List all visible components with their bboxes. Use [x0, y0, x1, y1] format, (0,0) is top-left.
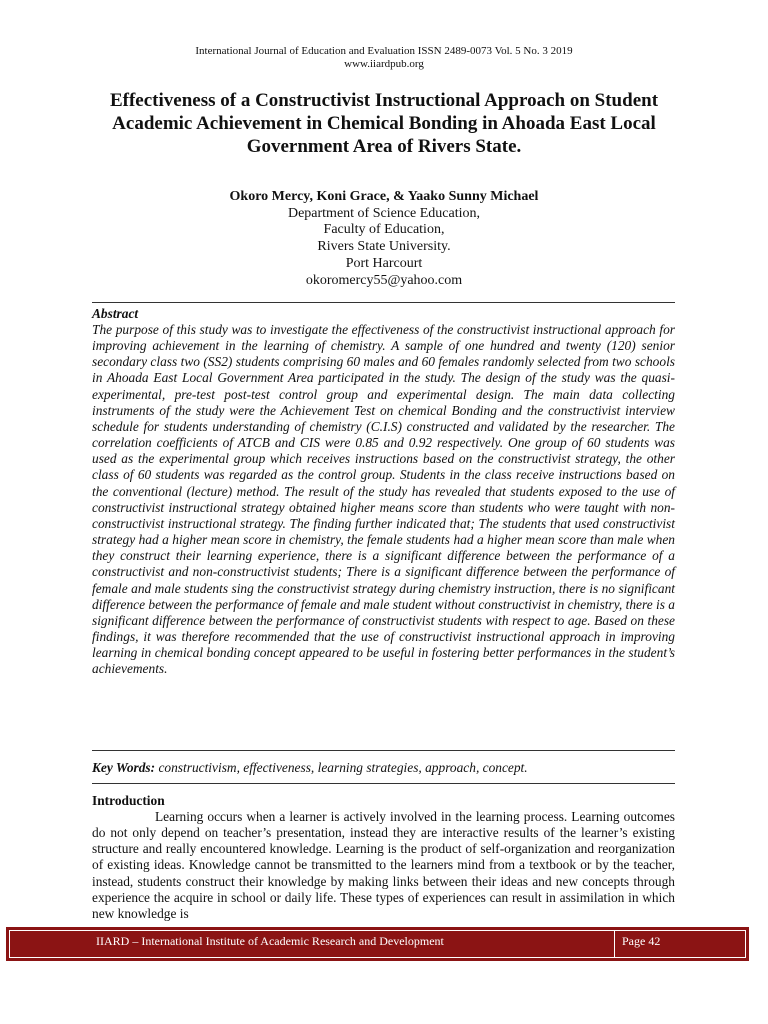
affiliation-department: Department of Science Education, — [287, 206, 481, 221]
introduction-body: Learning occurs when a learner is actively involved in the learning process. Learning outcomes do not only depend on teacher’s presentation, instead they are interactive results of the learner’s existing structure and really encountered knowledge. Learning is the product of self-organization and reorganization of existing ideas. Knowledge cannot be transmitted to the learners mind from a textbook or by the teacher, instead, students construct their knowledge by making links between their ideas and new concepts through experience the acquire in school or daily life. These types of experiences can result in assimilation in which new knowledge is — [92, 809, 675, 921]
keywords-label: Key Words: — [92, 760, 156, 775]
author-email: okoromercy55@yahoo.com — [305, 273, 463, 288]
abstract-top-divider — [92, 302, 675, 303]
page-footer — [6, 927, 749, 961]
journal-citation: International Journal of Education and Evaluation ISSN 2489-0073 Vol. 5 No. 3 2019 — [195, 45, 573, 57]
keywords-text: constructivism, effectiveness, learning strategies, approach, concept. — [158, 760, 528, 775]
abstract-body: The purpose of this study was to investigate the effectiveness of the constructivist instructional approach for improving achievement in the learning of chemistry. A sample of one hundred and twenty (120) senior secondary class two (SS2) students comprising 60 males and 60 females randomly selected from two schools in Ahoada East Local Government Area participated in the study. The design of the study was the quasi-experimental, pre-test post-test control group and experimental design. The main data collecting instruments of the study were the Achievement Test on chemical Bonding and the constructivist interview schedule for students understanding of chemistry (C.I.S) constructed and validated by the researcher. The correlation coefficients of ATCB and CIS were 0.85 and 0.92 respectively. One group of 60 students was used as the experimental group which receives instructions based on the constructivist strategy, the other class of 60 students was regarded as the control group. Students in the class receive instructions based on the conventional (lecture) method. The result of the study has revealed that students exposed to the use of constructivist instructional strategy obtained higher means score than students who were taught with non-constructivist instructional strategy. The finding further indicated that; The students that used constructivist strategy had a higher mean score in chemistry, the female students had a higher mean score than male when they construct their learning experience, there is a significant difference between the performance of a constructivist and non-constructivist students; There is a significant difference between the performance of female and male students sing the constructivist strategy during chemistry instruction, there is no significant difference between the performance of female and male student without constructivist in chemistry, there is a significant difference between the performance of constructivist students with respect to age. Based on these findings, it was therefore recommended that the use of constructivist instructional approach in improving learning in chemical bonding concept appeared to be useful in fostering better performances in the student’s achievements. — [92, 322, 675, 677]
introduction-heading: Introduction — [92, 793, 165, 808]
author-list: Okoro Mercy, Koni Grace, & Yaako Sunny Michael — [229, 189, 539, 204]
affiliation-faculty: Faculty of Education, — [323, 222, 445, 237]
keywords-divider — [92, 783, 675, 784]
footer-organization: IIARD – International Institute of Academic Research and Development — [96, 934, 444, 948]
affiliation-university: Rivers State University. — [317, 239, 451, 254]
abstract-heading: Abstract — [92, 306, 139, 321]
page-number: Page 42 — [622, 934, 661, 948]
journal-website: www.iiardpub.org — [344, 58, 424, 70]
keywords-line — [92, 760, 675, 776]
footer-separator — [614, 931, 615, 957]
affiliation-city: Port Harcourt — [345, 256, 423, 271]
abstract-bottom-divider — [92, 750, 675, 751]
paper-title: Effectiveness of a Constructivist Instructional Approach on Student Academic Achievement in Chemical Bonding in Ahoada East Local Government Area of Rivers State. — [109, 90, 659, 157]
